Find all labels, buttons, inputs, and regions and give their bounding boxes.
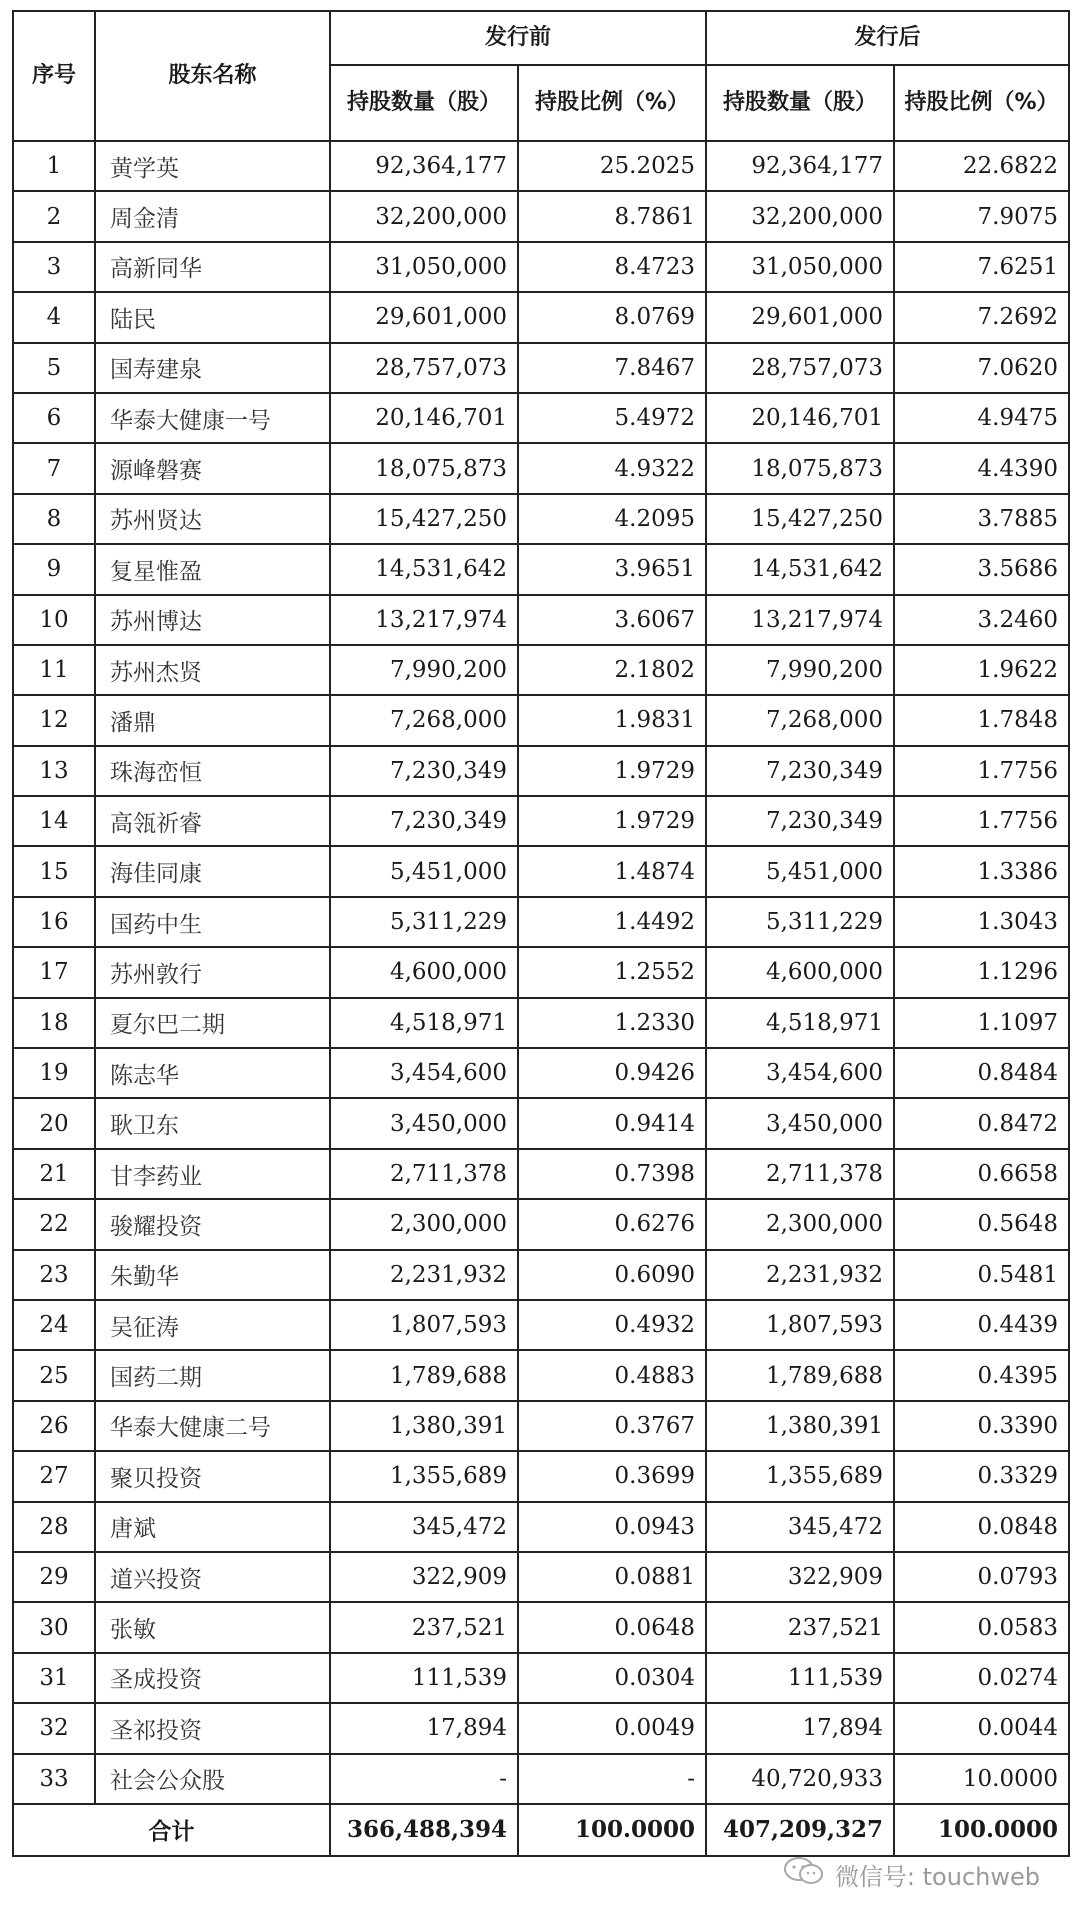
row-before-shares: 13,217,974 bbox=[330, 595, 518, 645]
row-before-shares: 1,355,689 bbox=[330, 1451, 518, 1501]
row-after-shares: 13,217,974 bbox=[706, 595, 894, 645]
row-after-ratio: 0.4439 bbox=[894, 1300, 1069, 1350]
row-shareholder-name: 周金清 bbox=[95, 191, 330, 241]
row-shareholder-name: 华泰大健康二号 bbox=[95, 1401, 330, 1451]
table-row bbox=[13, 1250, 1069, 1300]
row-after-ratio: 0.5481 bbox=[894, 1250, 1069, 1300]
watermark bbox=[783, 1856, 1040, 1892]
row-before-ratio: 0.4883 bbox=[518, 1350, 706, 1400]
row-before-shares: 7,230,349 bbox=[330, 796, 518, 846]
row-after-ratio: 0.0044 bbox=[894, 1703, 1069, 1753]
row-after-shares: 4,600,000 bbox=[706, 947, 894, 997]
row-after-ratio: 1.3386 bbox=[894, 846, 1069, 896]
row-after-ratio: 0.4395 bbox=[894, 1350, 1069, 1400]
row-index: 28 bbox=[13, 1502, 95, 1552]
row-after-shares: 3,450,000 bbox=[706, 1098, 894, 1148]
row-before-ratio: - bbox=[518, 1754, 706, 1804]
row-shareholder-name: 苏州贤达 bbox=[95, 494, 330, 544]
row-shareholder-name: 张敏 bbox=[95, 1602, 330, 1652]
row-index: 29 bbox=[13, 1552, 95, 1602]
row-before-shares: 15,427,250 bbox=[330, 494, 518, 544]
total-before-ratio: 100.0000 bbox=[518, 1804, 706, 1856]
table-row bbox=[13, 746, 1069, 796]
row-index: 3 bbox=[13, 242, 95, 292]
table-row bbox=[13, 1653, 1069, 1703]
row-shareholder-name: 骏耀投资 bbox=[95, 1199, 330, 1249]
row-index: 20 bbox=[13, 1098, 95, 1148]
row-after-shares: 1,355,689 bbox=[706, 1451, 894, 1501]
row-before-ratio: 4.9322 bbox=[518, 443, 706, 493]
row-before-ratio: 0.6090 bbox=[518, 1250, 706, 1300]
row-shareholder-name: 陆民 bbox=[95, 292, 330, 342]
row-after-ratio: 1.9622 bbox=[894, 645, 1069, 695]
row-shareholder-name: 聚贝投资 bbox=[95, 1451, 330, 1501]
row-before-ratio: 0.9414 bbox=[518, 1098, 706, 1148]
row-after-ratio: 7.9075 bbox=[894, 191, 1069, 241]
row-shareholder-name: 圣成投资 bbox=[95, 1653, 330, 1703]
table-row bbox=[13, 443, 1069, 493]
row-after-shares: 111,539 bbox=[706, 1653, 894, 1703]
row-shareholder-name: 珠海峦恒 bbox=[95, 746, 330, 796]
row-shareholder-name: 苏州博达 bbox=[95, 595, 330, 645]
row-before-shares: 5,311,229 bbox=[330, 897, 518, 947]
row-after-ratio: 1.7756 bbox=[894, 796, 1069, 846]
header-before-ratio: 持股比例（%） bbox=[518, 65, 706, 141]
row-after-ratio: 0.0583 bbox=[894, 1602, 1069, 1652]
row-after-ratio: 3.7885 bbox=[894, 494, 1069, 544]
row-after-shares: 7,990,200 bbox=[706, 645, 894, 695]
table-row bbox=[13, 1754, 1069, 1804]
row-before-ratio: 2.1802 bbox=[518, 645, 706, 695]
row-after-ratio: 1.7756 bbox=[894, 746, 1069, 796]
row-shareholder-name: 道兴投资 bbox=[95, 1552, 330, 1602]
row-index: 4 bbox=[13, 292, 95, 342]
row-after-shares: 3,454,600 bbox=[706, 1048, 894, 1098]
table-row bbox=[13, 796, 1069, 846]
table-row bbox=[13, 242, 1069, 292]
row-after-ratio: 0.5648 bbox=[894, 1199, 1069, 1249]
row-before-ratio: 1.2330 bbox=[518, 998, 706, 1048]
wechat-icon bbox=[783, 1856, 825, 1892]
header-index: 序号 bbox=[13, 11, 95, 141]
table-row bbox=[13, 947, 1069, 997]
row-before-shares: 3,454,600 bbox=[330, 1048, 518, 1098]
row-index: 19 bbox=[13, 1048, 95, 1098]
header-row-top bbox=[13, 11, 1069, 65]
header-before: 发行前 bbox=[330, 11, 706, 65]
row-shareholder-name: 高新同华 bbox=[95, 242, 330, 292]
table-body bbox=[13, 141, 1069, 1804]
row-after-ratio: 0.0848 bbox=[894, 1502, 1069, 1552]
row-before-ratio: 0.3767 bbox=[518, 1401, 706, 1451]
watermark-text: 微信号: touchweb bbox=[834, 1862, 1040, 1891]
row-before-shares: 7,268,000 bbox=[330, 695, 518, 745]
table-row bbox=[13, 1502, 1069, 1552]
table-row bbox=[13, 1451, 1069, 1501]
row-shareholder-name: 圣祁投资 bbox=[95, 1703, 330, 1753]
row-after-ratio: 4.4390 bbox=[894, 443, 1069, 493]
table-row bbox=[13, 393, 1069, 443]
row-before-ratio: 1.9729 bbox=[518, 796, 706, 846]
row-before-shares: 237,521 bbox=[330, 1602, 518, 1652]
row-before-shares: 1,789,688 bbox=[330, 1350, 518, 1400]
row-shareholder-name: 复星惟盈 bbox=[95, 544, 330, 594]
row-shareholder-name: 朱勤华 bbox=[95, 1250, 330, 1300]
row-shareholder-name: 吴征涛 bbox=[95, 1300, 330, 1350]
row-after-ratio: 0.3390 bbox=[894, 1401, 1069, 1451]
row-before-ratio: 1.9831 bbox=[518, 695, 706, 745]
row-before-ratio: 0.0304 bbox=[518, 1653, 706, 1703]
row-after-ratio: 0.0793 bbox=[894, 1552, 1069, 1602]
row-before-ratio: 4.2095 bbox=[518, 494, 706, 544]
row-before-shares: 111,539 bbox=[330, 1653, 518, 1703]
row-before-shares: 2,300,000 bbox=[330, 1199, 518, 1249]
row-after-ratio: 22.6822 bbox=[894, 141, 1069, 191]
row-after-shares: 18,075,873 bbox=[706, 443, 894, 493]
row-before-shares: 2,711,378 bbox=[330, 1149, 518, 1199]
row-before-ratio: 5.4972 bbox=[518, 393, 706, 443]
total-before-shares: 366,488,394 bbox=[330, 1804, 518, 1856]
row-index: 32 bbox=[13, 1703, 95, 1753]
row-index: 24 bbox=[13, 1300, 95, 1350]
row-index: 16 bbox=[13, 897, 95, 947]
row-before-shares: - bbox=[330, 1754, 518, 1804]
row-shareholder-name: 国药二期 bbox=[95, 1350, 330, 1400]
row-index: 5 bbox=[13, 343, 95, 393]
row-after-shares: 20,146,701 bbox=[706, 393, 894, 443]
row-after-shares: 15,427,250 bbox=[706, 494, 894, 544]
row-after-shares: 17,894 bbox=[706, 1703, 894, 1753]
row-after-shares: 1,807,593 bbox=[706, 1300, 894, 1350]
table-row bbox=[13, 1048, 1069, 1098]
table-row bbox=[13, 1098, 1069, 1148]
table-row bbox=[13, 494, 1069, 544]
row-shareholder-name: 苏州敦行 bbox=[95, 947, 330, 997]
row-before-ratio: 0.0881 bbox=[518, 1552, 706, 1602]
header-after-shares: 持股数量（股） bbox=[706, 65, 894, 141]
row-shareholder-name: 国寿建泉 bbox=[95, 343, 330, 393]
row-index: 8 bbox=[13, 494, 95, 544]
row-before-shares: 322,909 bbox=[330, 1552, 518, 1602]
row-index: 11 bbox=[13, 645, 95, 695]
header-before-shares: 持股数量（股） bbox=[330, 65, 518, 141]
header-after: 发行后 bbox=[706, 11, 1069, 65]
row-before-ratio: 1.9729 bbox=[518, 746, 706, 796]
row-before-ratio: 0.0943 bbox=[518, 1502, 706, 1552]
table-row bbox=[13, 1300, 1069, 1350]
table-row bbox=[13, 595, 1069, 645]
row-after-shares: 7,268,000 bbox=[706, 695, 894, 745]
row-index: 23 bbox=[13, 1250, 95, 1300]
row-index: 12 bbox=[13, 695, 95, 745]
row-before-ratio: 8.7861 bbox=[518, 191, 706, 241]
row-shareholder-name: 苏州杰贤 bbox=[95, 645, 330, 695]
row-before-ratio: 25.2025 bbox=[518, 141, 706, 191]
row-before-shares: 4,518,971 bbox=[330, 998, 518, 1048]
row-after-ratio: 0.6658 bbox=[894, 1149, 1069, 1199]
row-before-ratio: 8.0769 bbox=[518, 292, 706, 342]
row-before-ratio: 1.2552 bbox=[518, 947, 706, 997]
row-shareholder-name: 社会公众股 bbox=[95, 1754, 330, 1804]
row-after-ratio: 0.0274 bbox=[894, 1653, 1069, 1703]
row-before-ratio: 0.3699 bbox=[518, 1451, 706, 1501]
row-before-shares: 29,601,000 bbox=[330, 292, 518, 342]
row-before-shares: 5,451,000 bbox=[330, 846, 518, 896]
row-after-ratio: 7.2692 bbox=[894, 292, 1069, 342]
row-index: 14 bbox=[13, 796, 95, 846]
table-row bbox=[13, 1703, 1069, 1753]
row-index: 2 bbox=[13, 191, 95, 241]
row-index: 22 bbox=[13, 1199, 95, 1249]
row-after-shares: 29,601,000 bbox=[706, 292, 894, 342]
header-after-ratio: 持股比例（%） bbox=[894, 65, 1069, 141]
table-row bbox=[13, 846, 1069, 896]
row-index: 1 bbox=[13, 141, 95, 191]
row-after-shares: 2,711,378 bbox=[706, 1149, 894, 1199]
total-after-ratio: 100.0000 bbox=[894, 1804, 1069, 1856]
row-shareholder-name: 源峰磐赛 bbox=[95, 443, 330, 493]
row-after-ratio: 3.5686 bbox=[894, 544, 1069, 594]
row-index: 30 bbox=[13, 1602, 95, 1652]
row-after-ratio: 1.7848 bbox=[894, 695, 1069, 745]
row-index: 31 bbox=[13, 1653, 95, 1703]
row-after-shares: 5,451,000 bbox=[706, 846, 894, 896]
row-after-ratio: 3.2460 bbox=[894, 595, 1069, 645]
row-after-ratio: 7.6251 bbox=[894, 242, 1069, 292]
table-row bbox=[13, 141, 1069, 191]
row-shareholder-name: 高瓴祈睿 bbox=[95, 796, 330, 846]
row-shareholder-name: 唐斌 bbox=[95, 1502, 330, 1552]
row-shareholder-name: 华泰大健康一号 bbox=[95, 393, 330, 443]
row-after-ratio: 4.9475 bbox=[894, 393, 1069, 443]
row-after-ratio: 10.0000 bbox=[894, 1754, 1069, 1804]
row-before-shares: 28,757,073 bbox=[330, 343, 518, 393]
row-after-shares: 237,521 bbox=[706, 1602, 894, 1652]
total-label: 合计 bbox=[13, 1804, 330, 1856]
row-index: 10 bbox=[13, 595, 95, 645]
row-after-shares: 28,757,073 bbox=[706, 343, 894, 393]
table-row bbox=[13, 1350, 1069, 1400]
row-index: 18 bbox=[13, 998, 95, 1048]
row-before-shares: 2,231,932 bbox=[330, 1250, 518, 1300]
row-before-ratio: 3.6067 bbox=[518, 595, 706, 645]
row-before-shares: 31,050,000 bbox=[330, 242, 518, 292]
row-before-shares: 92,364,177 bbox=[330, 141, 518, 191]
table-row bbox=[13, 292, 1069, 342]
row-after-shares: 345,472 bbox=[706, 1502, 894, 1552]
row-before-ratio: 3.9651 bbox=[518, 544, 706, 594]
row-shareholder-name: 国药中生 bbox=[95, 897, 330, 947]
row-after-shares: 1,789,688 bbox=[706, 1350, 894, 1400]
row-after-ratio: 0.8472 bbox=[894, 1098, 1069, 1148]
row-after-ratio: 1.3043 bbox=[894, 897, 1069, 947]
row-before-ratio: 1.4874 bbox=[518, 846, 706, 896]
row-after-shares: 1,380,391 bbox=[706, 1401, 894, 1451]
total-row bbox=[13, 1804, 1069, 1856]
row-after-ratio: 0.8484 bbox=[894, 1048, 1069, 1098]
row-shareholder-name: 黄学英 bbox=[95, 141, 330, 191]
row-index: 13 bbox=[13, 746, 95, 796]
table-row bbox=[13, 1401, 1069, 1451]
row-after-shares: 5,311,229 bbox=[706, 897, 894, 947]
row-after-shares: 7,230,349 bbox=[706, 746, 894, 796]
shareholder-table bbox=[12, 10, 1070, 1857]
row-before-ratio: 1.4492 bbox=[518, 897, 706, 947]
row-index: 6 bbox=[13, 393, 95, 443]
row-index: 25 bbox=[13, 1350, 95, 1400]
table-row bbox=[13, 544, 1069, 594]
row-before-shares: 17,894 bbox=[330, 1703, 518, 1753]
row-before-ratio: 0.9426 bbox=[518, 1048, 706, 1098]
row-after-shares: 7,230,349 bbox=[706, 796, 894, 846]
row-after-ratio: 0.3329 bbox=[894, 1451, 1069, 1501]
row-shareholder-name: 潘鼎 bbox=[95, 695, 330, 745]
table-row bbox=[13, 1602, 1069, 1652]
row-after-shares: 4,518,971 bbox=[706, 998, 894, 1048]
row-before-ratio: 7.8467 bbox=[518, 343, 706, 393]
row-after-shares: 92,364,177 bbox=[706, 141, 894, 191]
row-before-ratio: 0.7398 bbox=[518, 1149, 706, 1199]
row-before-shares: 20,146,701 bbox=[330, 393, 518, 443]
table-row bbox=[13, 1199, 1069, 1249]
row-after-shares: 40,720,933 bbox=[706, 1754, 894, 1804]
row-after-ratio: 1.1097 bbox=[894, 998, 1069, 1048]
row-index: 7 bbox=[13, 443, 95, 493]
row-before-shares: 3,450,000 bbox=[330, 1098, 518, 1148]
row-shareholder-name: 海佳同康 bbox=[95, 846, 330, 896]
row-after-shares: 322,909 bbox=[706, 1552, 894, 1602]
row-before-ratio: 8.4723 bbox=[518, 242, 706, 292]
row-after-shares: 14,531,642 bbox=[706, 544, 894, 594]
table-row bbox=[13, 343, 1069, 393]
table-row bbox=[13, 1149, 1069, 1199]
row-before-shares: 1,807,593 bbox=[330, 1300, 518, 1350]
row-after-shares: 2,231,932 bbox=[706, 1250, 894, 1300]
row-before-shares: 345,472 bbox=[330, 1502, 518, 1552]
row-before-shares: 1,380,391 bbox=[330, 1401, 518, 1451]
row-before-ratio: 0.0648 bbox=[518, 1602, 706, 1652]
table-row bbox=[13, 897, 1069, 947]
table-row bbox=[13, 1552, 1069, 1602]
row-index: 26 bbox=[13, 1401, 95, 1451]
table-row bbox=[13, 998, 1069, 1048]
row-after-ratio: 7.0620 bbox=[894, 343, 1069, 393]
table-row bbox=[13, 645, 1069, 695]
row-index: 15 bbox=[13, 846, 95, 896]
row-after-shares: 31,050,000 bbox=[706, 242, 894, 292]
row-before-ratio: 0.6276 bbox=[518, 1199, 706, 1249]
row-before-shares: 32,200,000 bbox=[330, 191, 518, 241]
row-index: 17 bbox=[13, 947, 95, 997]
row-index: 33 bbox=[13, 1754, 95, 1804]
row-shareholder-name: 甘李药业 bbox=[95, 1149, 330, 1199]
total-after-shares: 407,209,327 bbox=[706, 1804, 894, 1856]
row-before-shares: 7,990,200 bbox=[330, 645, 518, 695]
table-row bbox=[13, 191, 1069, 241]
shareholder-table-container bbox=[12, 10, 1068, 1857]
row-index: 9 bbox=[13, 544, 95, 594]
row-before-ratio: 0.4932 bbox=[518, 1300, 706, 1350]
row-before-ratio: 0.0049 bbox=[518, 1703, 706, 1753]
row-before-shares: 4,600,000 bbox=[330, 947, 518, 997]
row-before-shares: 14,531,642 bbox=[330, 544, 518, 594]
header-name: 股东名称 bbox=[95, 11, 330, 141]
table-row bbox=[13, 695, 1069, 745]
row-after-shares: 2,300,000 bbox=[706, 1199, 894, 1249]
row-after-ratio: 1.1296 bbox=[894, 947, 1069, 997]
row-shareholder-name: 夏尔巴二期 bbox=[95, 998, 330, 1048]
row-shareholder-name: 耿卫东 bbox=[95, 1098, 330, 1148]
row-before-shares: 18,075,873 bbox=[330, 443, 518, 493]
row-index: 27 bbox=[13, 1451, 95, 1501]
row-shareholder-name: 陈志华 bbox=[95, 1048, 330, 1098]
row-after-shares: 32,200,000 bbox=[706, 191, 894, 241]
row-index: 21 bbox=[13, 1149, 95, 1199]
row-before-shares: 7,230,349 bbox=[330, 746, 518, 796]
